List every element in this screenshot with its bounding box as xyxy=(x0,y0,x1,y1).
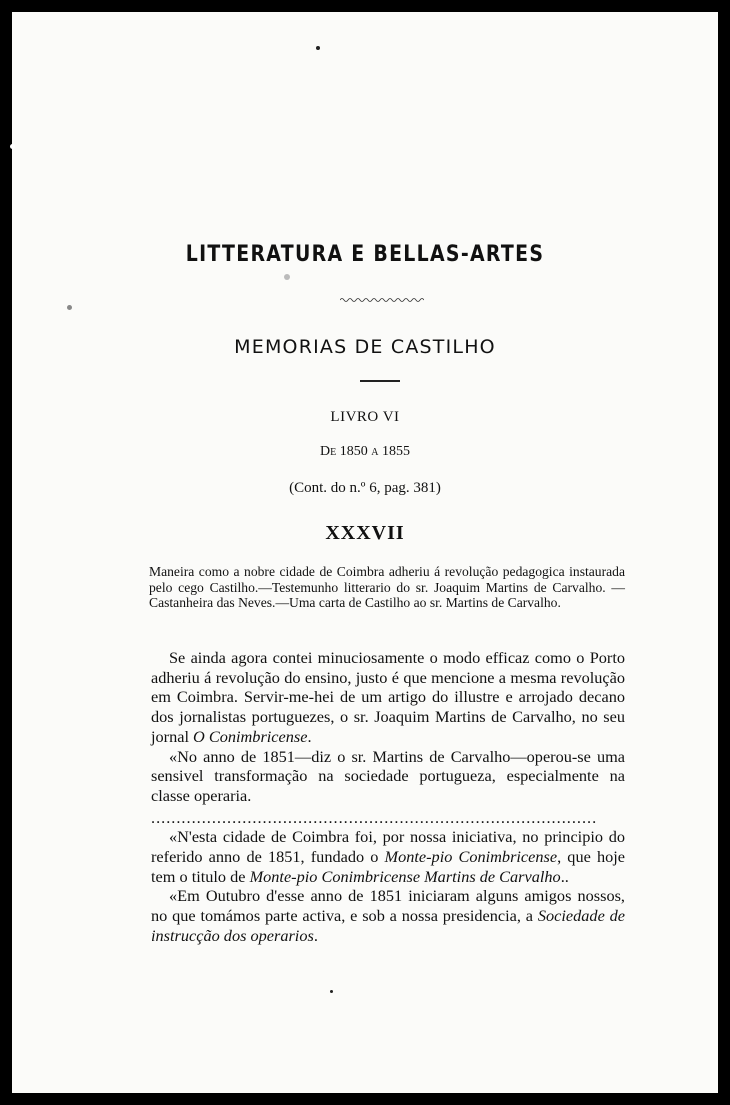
date-de: De xyxy=(320,444,337,459)
paragraph-3 xyxy=(151,827,625,886)
title-divider xyxy=(360,380,400,382)
paragraph-3-text-b: , que hoje tem o titulo de xyxy=(151,847,625,886)
date-range xyxy=(12,444,718,460)
print-speck xyxy=(330,990,333,993)
chapter-number: XXXVII xyxy=(325,522,405,544)
journal-name: O Conimbricense xyxy=(193,726,308,746)
print-speck xyxy=(316,46,320,50)
monte-pio-full-name: Monte-pio Conimbricense Martins de Carvalho xyxy=(249,866,561,886)
sociedade-name: Sociedade de instrucção dos operarios xyxy=(151,906,626,945)
paragraph-1 xyxy=(151,648,625,747)
body-text xyxy=(151,648,625,946)
section-title: LITTERATURA E BELLAS-ARTES xyxy=(185,242,545,267)
document-page xyxy=(12,12,718,1093)
date-end: 1855 xyxy=(381,444,410,459)
article-title: MEMORIAS DE CASTILHO xyxy=(234,336,496,358)
print-speck xyxy=(67,305,72,310)
date-start: 1850 xyxy=(339,444,368,459)
continuation-note: (Cont. do n.º 6, pag. 381) xyxy=(289,480,441,496)
paragraph-3-text-a: «N'esta cidade de Coimbra foi, por nossa iniciativa, no principio do referido anno de 1851, fundado o xyxy=(151,827,625,867)
paragraph-2: «No anno de 1851—diz o sr. Martins de Carvalho—operou-se uma sensivel transformação na sociedade portugueza, especialmente na classe operaria. xyxy=(151,746,625,805)
margin-speck xyxy=(10,144,15,149)
paragraph-3-end: .. xyxy=(560,866,569,886)
paragraph-4-end: . xyxy=(313,925,318,945)
book-label: LIVRO VI xyxy=(330,409,400,425)
ellipsis-row: ........................................................................................ xyxy=(151,807,598,827)
paragraph-1-text: Se ainda agora contei minuciosamente o modo efficaz como o Porto adheriu á revolução do ensino, justo é que mencione a mesma revolução em Coimbra. Servir-me-hei de um artigo do illustre e arrojado decano dos jornalistas portuguezes, o sr. Joaquim Martins de Carvalho, no seu jornal xyxy=(151,648,625,746)
paragraph-1-end: . xyxy=(307,726,312,746)
summary-text: Maneira como a nobre cidade de Coimbra adheriu á revolução pedagogica instaurada pelo cego Castilho.—Testemunho litterario do sr. Joaquim Martins de Carvalho. — Castanheira das Neves.—Uma carta de Castilho ao sr. Martins de Carvalho. xyxy=(149,564,625,610)
date-a: a xyxy=(371,444,379,459)
paragraph-4-text: «Em Outubro d'esse anno de 1851 iniciaram alguns amigos nossos, no que tomámos parte activa, e sob a nossa presidencia, a xyxy=(151,886,625,926)
monte-pio-name: Monte-pio Conimbricense xyxy=(384,847,558,867)
chapter-summary xyxy=(149,564,625,611)
wavy-ornament xyxy=(340,296,424,304)
paragraph-4 xyxy=(151,886,625,945)
print-speck xyxy=(284,274,290,280)
